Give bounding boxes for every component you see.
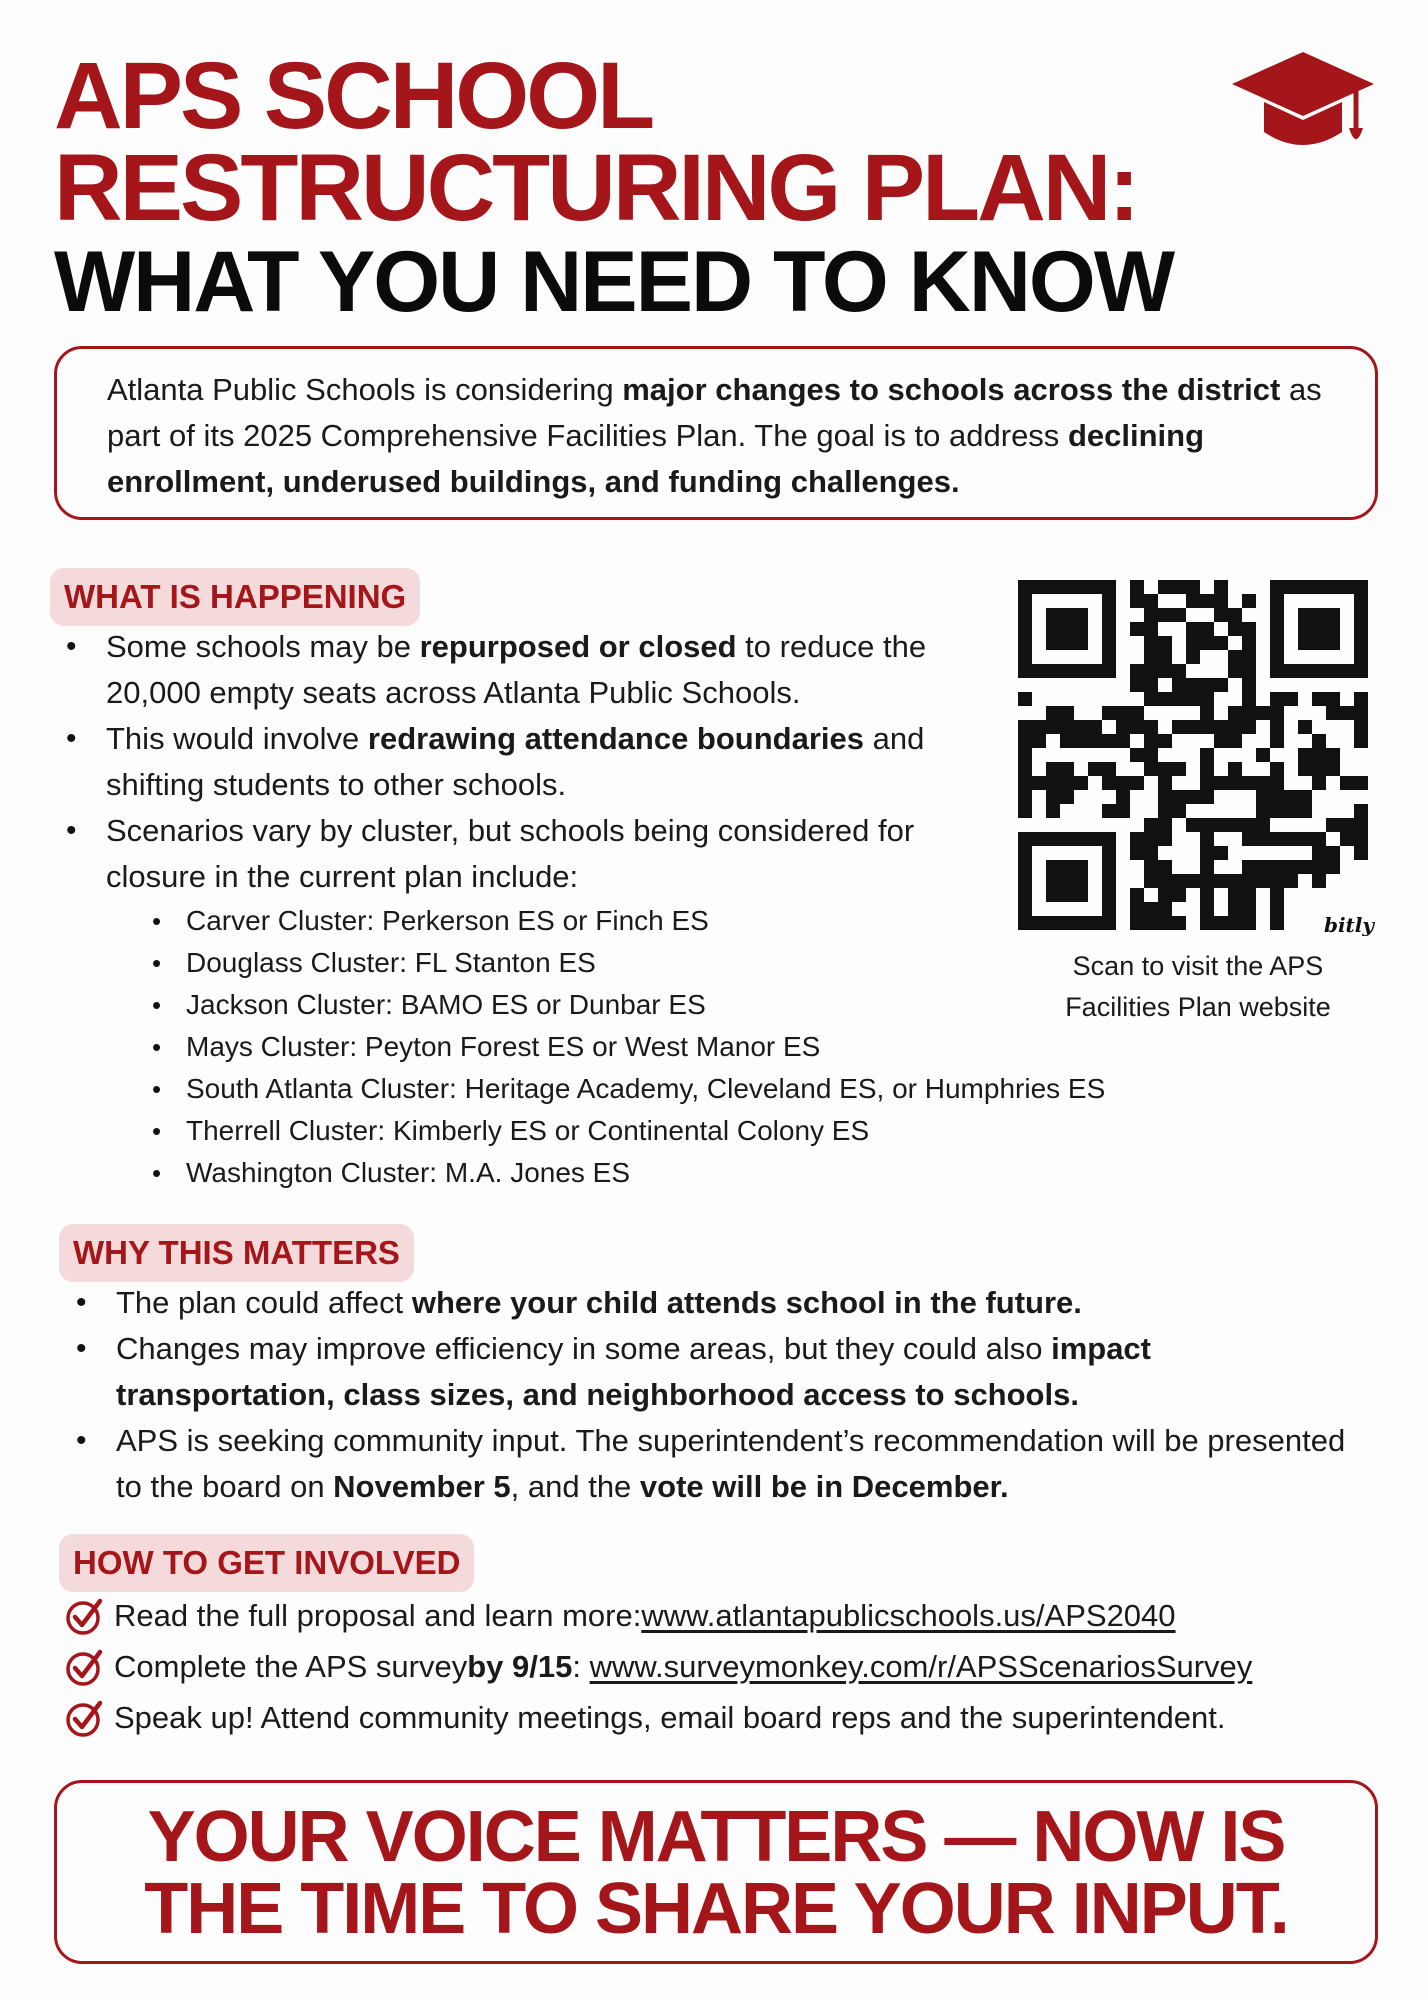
cluster-item: • Jackson Cluster: BAMO ES or Dunbar ES bbox=[186, 984, 1105, 1026]
section-heading-matters: WHY THIS MATTERS bbox=[59, 1224, 414, 1282]
proposal-link[interactable]: www.atlantapublicschools.us/APS2040 bbox=[641, 1597, 1176, 1633]
section-heading-happening: WHAT IS HAPPENING bbox=[50, 568, 420, 626]
intro-text: Atlanta Public Schools is considering major changes to schools across the district as part of its 2025 Comprehensive Facilities Plan. The goal is to address declining enrollment, underused buildings, and funding challenges. bbox=[107, 372, 1322, 499]
list-item: • Some schools may be repurposed or closed to reduce the 20,000 empty seats across Atlanta Public Schools. bbox=[106, 624, 986, 716]
call-to-action-box bbox=[54, 1780, 1378, 1964]
cluster-item: • Therrell Cluster: Kimberly ES or Continental Colony ES bbox=[186, 1110, 1105, 1152]
involved-list bbox=[64, 1590, 1252, 1743]
happening-list bbox=[106, 624, 986, 900]
cluster-item: • Douglass Cluster: FL Stanton ES bbox=[186, 942, 1105, 984]
check-circle-icon bbox=[64, 1698, 104, 1738]
list-item: • APS is seeking community input. The superintendent’s recommendation will be presented to the board on November 5, and the vote will be in December. bbox=[116, 1418, 1356, 1510]
list-item: • Scenarios vary by cluster, but schools being considered for closure in the current plan include: bbox=[106, 808, 986, 900]
cluster-item: • South Atlanta Cluster: Heritage Academy, Cleveland ES, or Humphries ES bbox=[186, 1068, 1105, 1110]
involved-item-read: Read the full proposal and learn more: www.atlantapublicschools.us/APS2040 bbox=[64, 1590, 1252, 1641]
survey-link[interactable]: www.surveymonkey.com/r/APSScenariosSurvey bbox=[589, 1648, 1253, 1684]
cta-line-1: YOUR VOICE MATTERS — NOW IS bbox=[147, 1797, 1285, 1877]
involved-item-speak: Speak up! Attend community meetings, email board reps and the superintendent. bbox=[64, 1692, 1252, 1743]
cluster-item: • Carver Cluster: Perkerson ES or Finch ES bbox=[186, 900, 1105, 942]
cluster-list bbox=[186, 900, 1105, 1194]
involved-item-survey: Complete the APS survey by 9/15 : www.surveymonkey.com/r/APSScenariosSurvey bbox=[64, 1641, 1252, 1692]
section-heading-involved: HOW TO GET INVOLVED bbox=[59, 1534, 474, 1592]
qr-caption: Scan to visit the APS Facilities Plan website bbox=[1065, 951, 1331, 1022]
check-circle-icon bbox=[64, 1647, 104, 1687]
title-line-2: RESTRUCTURING PLAN: bbox=[54, 135, 1137, 241]
title-line-1: APS SCHOOL bbox=[54, 43, 653, 149]
cta-line-2: THE TIME TO SHARE YOUR INPUT. bbox=[144, 1869, 1288, 1949]
check-circle-icon bbox=[64, 1596, 104, 1636]
qr-code[interactable] bbox=[1018, 580, 1378, 936]
list-item: • This would involve redrawing attendance boundaries and shifting students to other schools. bbox=[106, 716, 986, 808]
cluster-item: • Washington Cluster: M.A. Jones ES bbox=[186, 1152, 1105, 1194]
qr-code-image bbox=[1018, 580, 1378, 936]
list-item: • Changes may improve efficiency in some areas, but they could also impact transportation, class sizes, and neighborhood access to schools. bbox=[116, 1326, 1356, 1418]
title-line-3: WHAT YOU NEED TO KNOW bbox=[54, 234, 1173, 330]
list-item: • The plan could affect where your child attends school in the future. bbox=[116, 1280, 1356, 1326]
cluster-item: • Mays Cluster: Peyton Forest ES or West Manor ES bbox=[186, 1026, 1105, 1068]
qr-brand-label: bitly bbox=[1323, 913, 1374, 936]
page-title bbox=[54, 43, 1254, 330]
matters-list bbox=[116, 1280, 1356, 1510]
graduation-cap-icon bbox=[1228, 46, 1378, 156]
intro-box bbox=[54, 346, 1378, 520]
